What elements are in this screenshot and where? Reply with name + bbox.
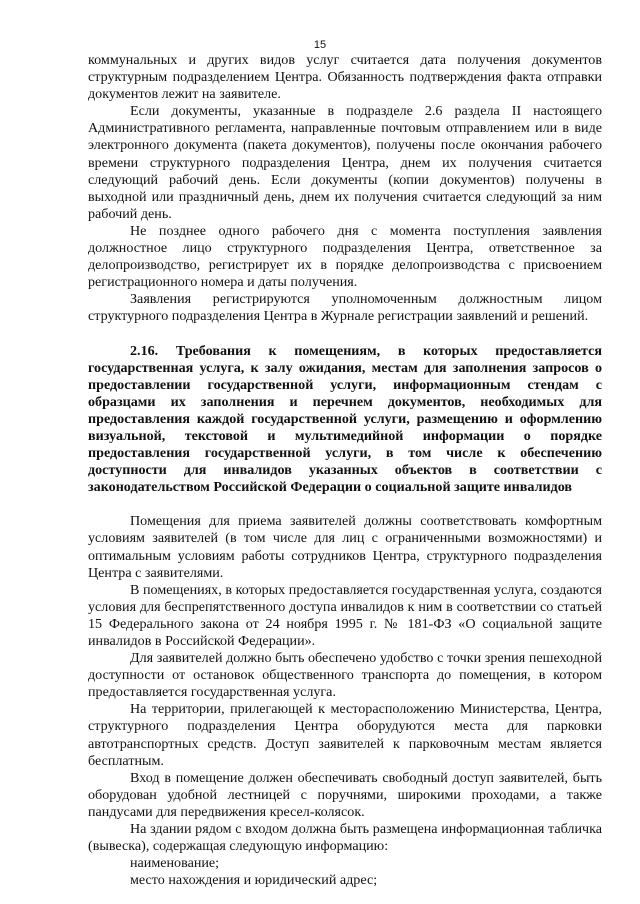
paragraph-receipt-date: Если документы, указанные в подразделе 2.6 раздела II настоящего Административного регламента, направленные почтовым отправлением или в виде электронного документа (пакета документов), получены после окончания рабочего времени структурного подразделения Центра, днем их получения считается следующий рабочий день. Если документы (копии документов) получены в выходной или праздничный день, днем их получения считается следующий за ним рабочий день. — [88, 103, 602, 222]
page-number: 15 — [313, 39, 327, 51]
list-item-name: наименование; — [130, 855, 220, 872]
list-item-address: место нахождения и юридический адрес; — [130, 872, 378, 889]
document-body — [88, 52, 602, 889]
paragraph-pedestrian-access: Для заявителей должно быть обеспечено удобство с точки зрения пешеходной доступности от остановок общественного транспорта до помещения, в котором предоставляется государственная услуга. — [88, 650, 602, 701]
paragraph-registration-journal: Заявления регистрируются уполномоченным должностным лицом структурного подразделения Центра в Журнале регистрации заявлений и решений. — [88, 291, 602, 325]
paragraph-disabled-access: В помещениях, в которых предоставляется государственная услуга, создаются условия для беспрепятственного доступа инвалидов к ним в соответствии со статьей 15 Федерального закона от 24 ноября 1995 г. № 181-ФЗ «О социальной защите инвалидов в Российской Федерации». — [88, 581, 602, 649]
paragraph-continued: коммунальных и других видов услуг считается дата получения документов структурным подразделением Центра. Обязанность подтверждения факта отправки документов лежит на заявителе. — [88, 52, 602, 103]
paragraph-parking: На территории, прилегающей к месторасположению Министерства, Центра, структурного подразделения Центра оборудуются места для парковки автотранспортных средств. Доступ заявителей к парковочным местам является бесплатным. — [88, 701, 602, 769]
section-heading-2-16: 2.16. Требования к помещениям, в которых предоставляется государственная услуга, к залу ожидания, местам для заполнения запросов о предоставлении государственной услуги, информационным стендам с образцами их заполнения и перечнем документов, необходимых для предоставления каждой государственной услуги, размещению и оформлению визуальной, текстовой и мультимедийной информации о порядке предоставления государственной услуги, в том числе к обеспечению доступности для инвалидов указанных объектов в соответствии с законодательством Российской Федерации о социальной защите инвалидов — [88, 342, 602, 496]
paragraph-registration-deadline: Не позднее одного рабочего дня с момента поступления заявления должностное лицо структурного подразделения Центра, ответственное за делопроизводство, регистрирует их в порядке делопроизводства с присвоением регистрационного номера и даты получения. — [88, 222, 602, 291]
paragraph-premises-requirements: Помещения для приема заявителей должны соответствовать комфортным условиям заявителей (в том числе для лиц с ограниченными возможностями) и оптимальным условиям работы сотрудников Центра, структурного подразделения Центра с заявителями. — [88, 513, 602, 581]
paragraph-entrance: Вход в помещение должен обеспечивать свободный доступ заявителей, быть оборудован удобной лестницей с поручнями, широкими проходами, а также пандусами для передвижения кресел-колясок. — [88, 769, 602, 820]
paragraph-information-sign: На здании рядом с входом должна быть размещена информационная табличка (вывеска), содержащая следующую информацию: — [88, 821, 602, 855]
